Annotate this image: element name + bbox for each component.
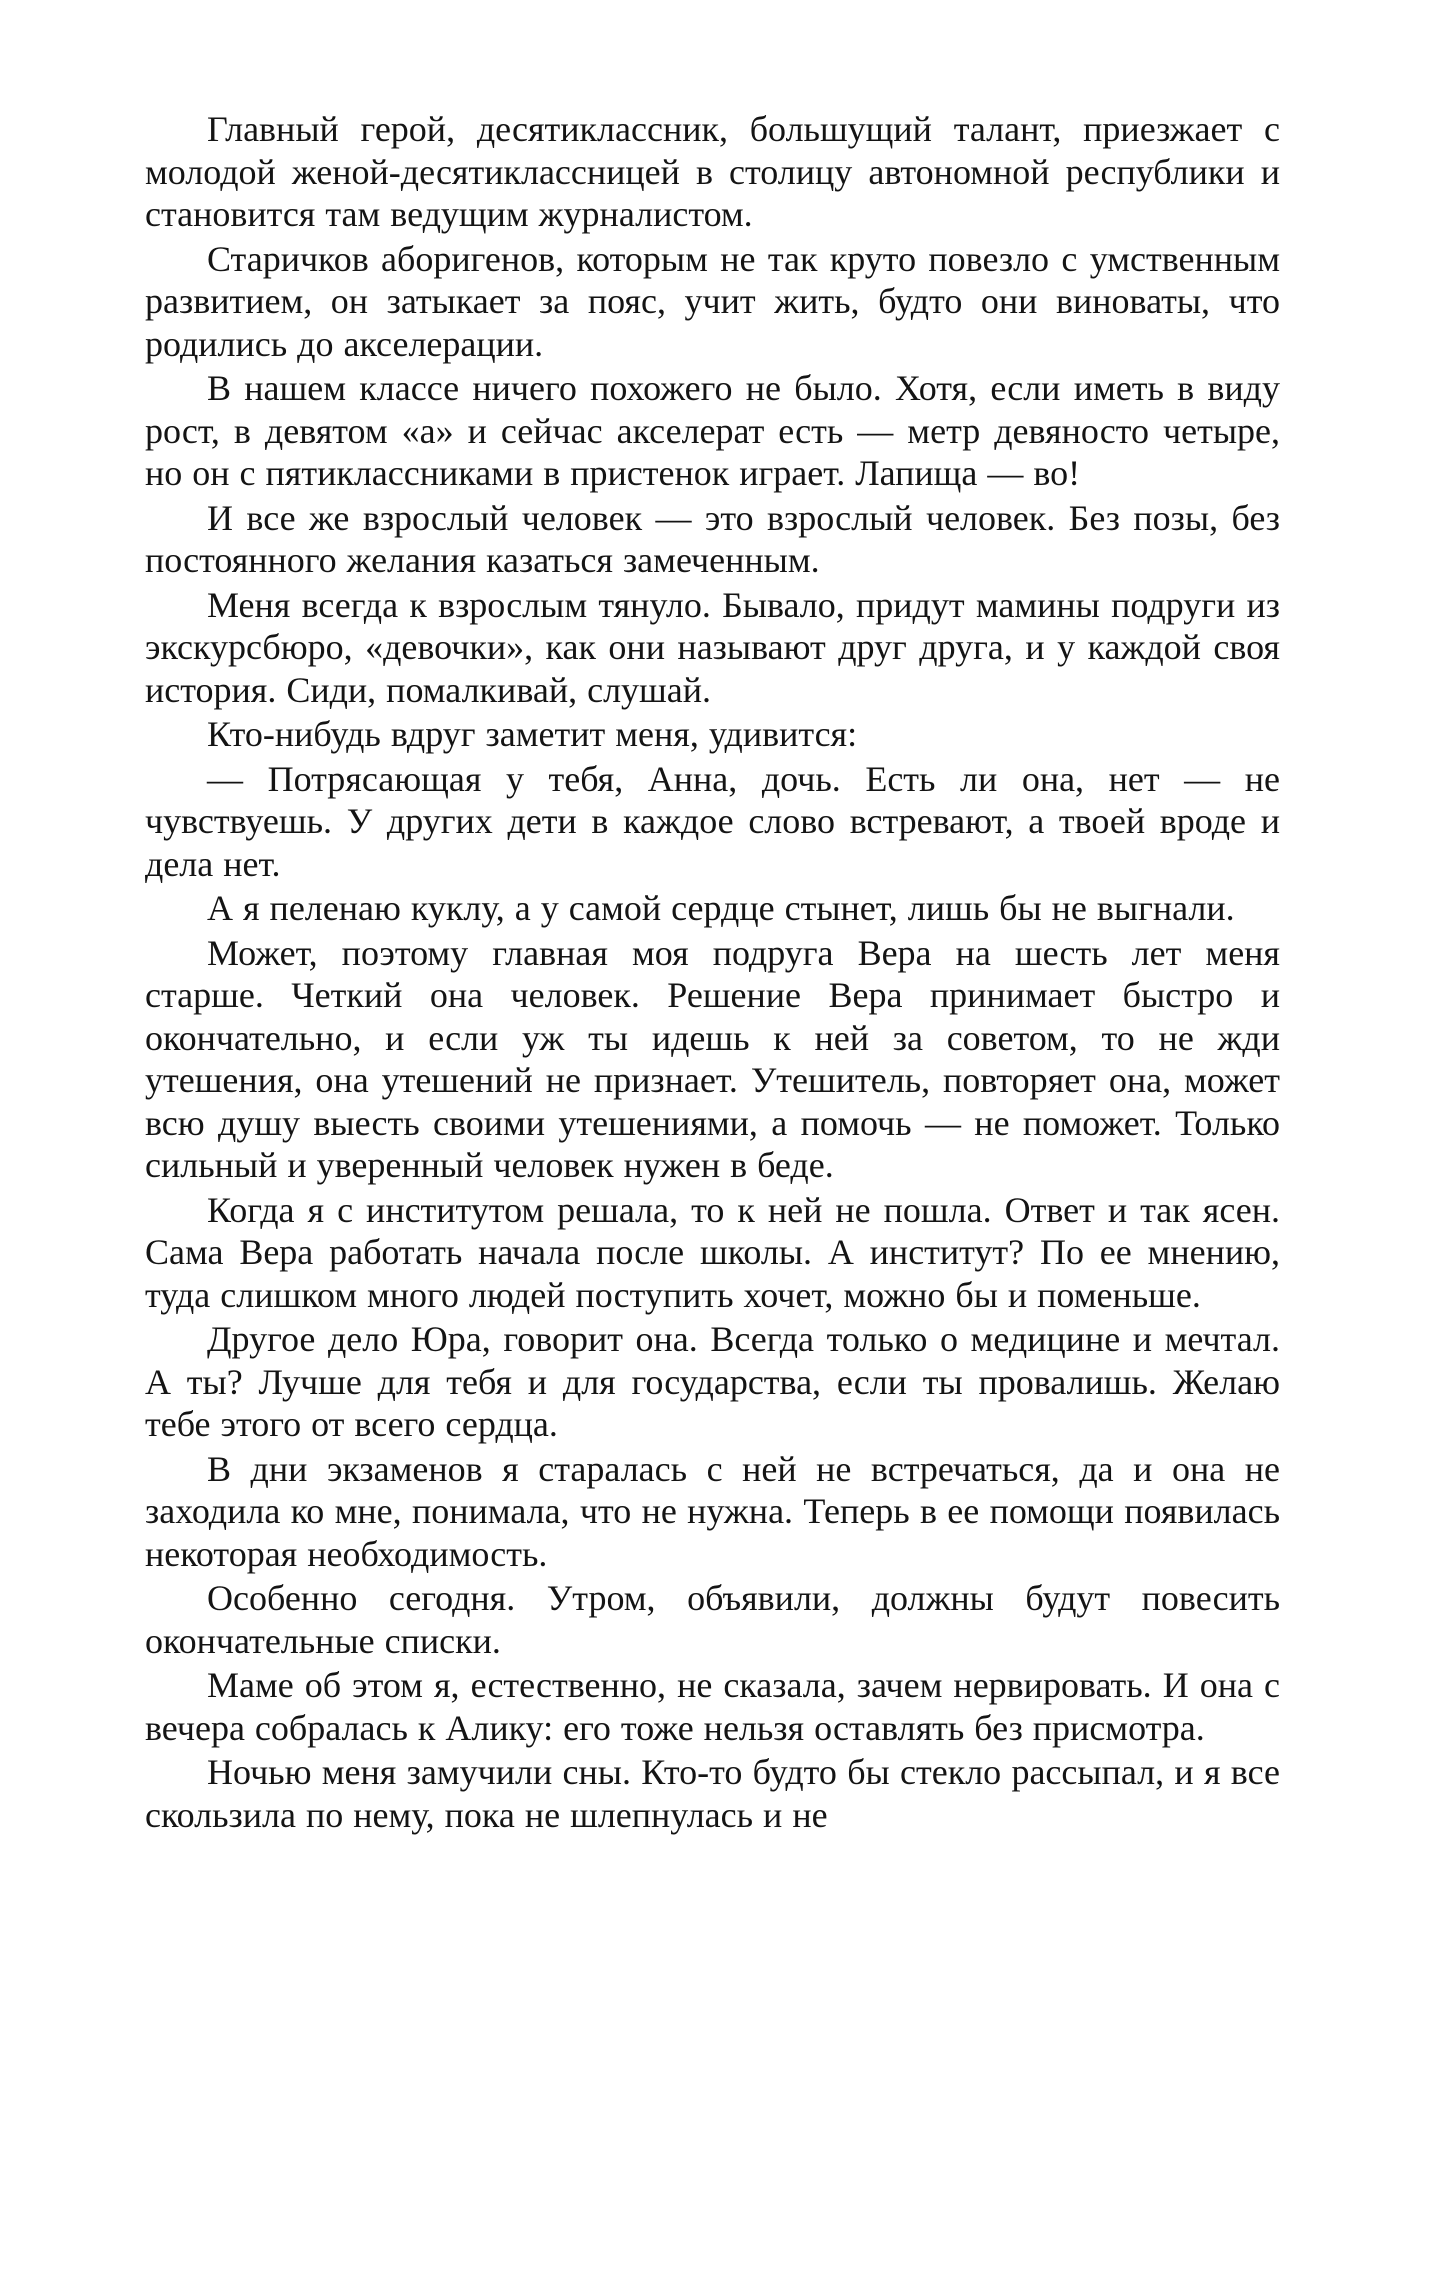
paragraph-14: Маме об этом я, естественно, не сказала, зачем нервировать. И она с вечера собралась к Алику: его тоже нельзя оставлять без присмотра. — [145, 1665, 1280, 1748]
paragraph-10: Когда я с институтом решала, то к ней не пошла. Ответ и так ясен. Сама Вера работать начала после школы. А институт? По ее мнению, туда слишком много людей поступить хочет, можно бы и поменьше. — [145, 1189, 1280, 1315]
paragraph-12: В дни экзаменов я старалась с ней не встречаться, да и она не заходила ко мне, понимала, что не нужна. Теперь в ее помощи появилась некоторая необходимость. — [145, 1448, 1280, 1574]
paragraph-4: И все же взрослый человек — это взрослый человек. Без позы, без постоянного желания казаться замеченным. — [145, 497, 1280, 580]
paragraph-15: Ночью меня замучили сны. Кто-то будто бы стекло рассыпал, и я все скользила по нему, пока не шлепнулась и не — [145, 1752, 1280, 1835]
paragraph-9: Может, поэтому главная моя подруга Вера на шесть лет меня старше. Четкий она человек. Решение Вера принимает быстро и окончательно, и если уж ты идешь к ней за советом, то не жди утешения, она утешений не признает. Утешитель, повторяет она, может всю душу выесть своими утешениями, а помочь — не поможет. Только сильный и уверенный человек нужен в беде. — [145, 932, 1280, 1185]
paragraph-7: — Потрясающая у тебя, Анна, дочь. Есть ли она, нет — не чувствуешь. У других дети в каждое слово встревают, а твоей вроде и дела нет. — [145, 758, 1280, 884]
paragraph-3: В нашем классе ничего похожего не было. Хотя, если иметь в виду рост, в девятом «а» и сейчас акселерат есть — метр девяносто четыре, но он с пятиклассниками в пристенок играет. Лапища — во! — [145, 368, 1280, 493]
page-text — [145, 108, 1280, 1836]
paragraph-1: Главный герой, десятиклассник, большущий талант, приезжает с молодой женой-десятиклассницей в столицу автономной республики и становится там ведущим журналистом. — [145, 109, 1280, 234]
paragraph-6: Кто-нибудь вдруг заметит меня, удивится: — [207, 714, 858, 754]
paragraph-8: А я пеленаю куклу, а у самой сердце стынет, лишь бы не выгнали. — [207, 888, 1235, 928]
paragraph-11: Другое дело Юра, говорит она. Всегда только о медицине и мечтал. А ты? Лучше для тебя и для государства, если ты провалишь. Желаю тебе этого от всего сердца. — [145, 1319, 1280, 1444]
paragraph-2: Старичков аборигенов, которым не так круто повезло с умственным развитием, он затыкает за пояс, учит жить, будто они виноваты, что родились до акселерации. — [145, 238, 1280, 364]
paragraph-5: Меня всегда к взрослым тянуло. Бывало, придут мамины подруги из экскурсбюро, «девочки», как они называют друг друга, и у каждой своя история. Сиди, помалкивай, слушай. — [145, 584, 1280, 710]
paragraph-13: Особенно сегодня. Утром, объявили, должны будут повесить окончательные списки. — [145, 1578, 1280, 1661]
